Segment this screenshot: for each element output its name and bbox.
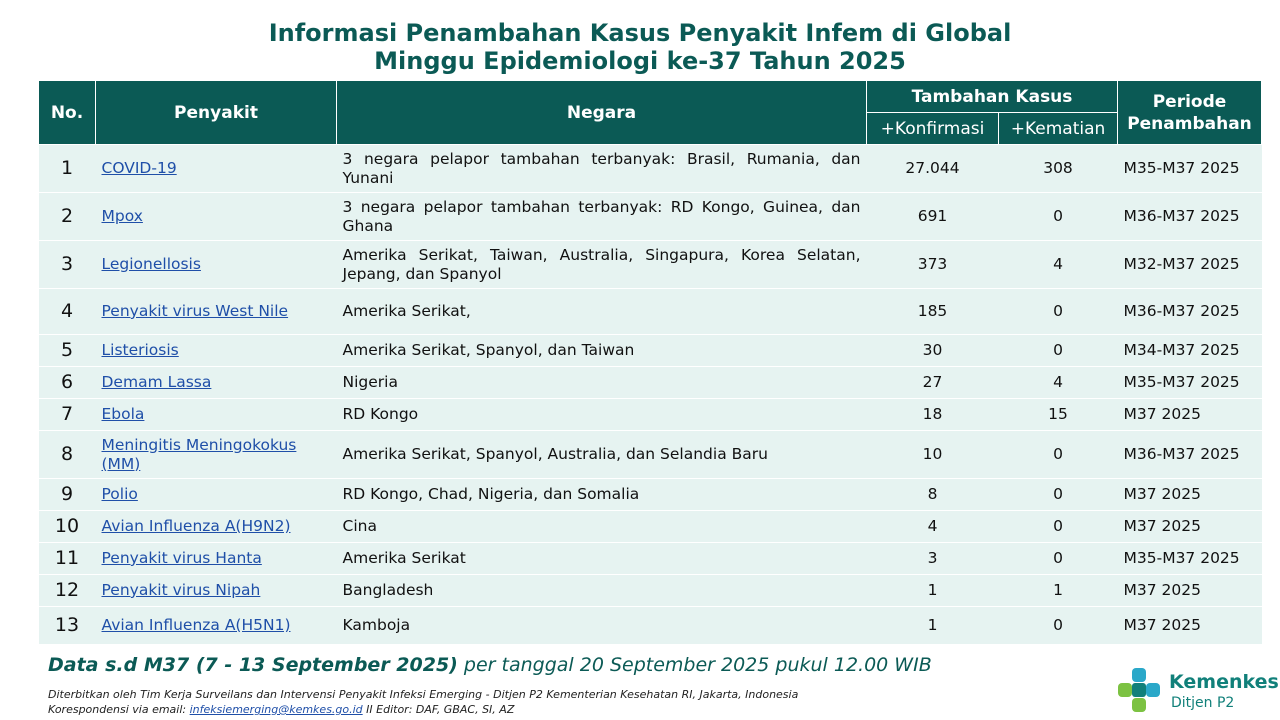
row-penyakit xyxy=(96,145,337,193)
row-negara: Amerika Serikat, Spanyol, dan Taiwan xyxy=(337,335,867,367)
row-kematian: 0 xyxy=(999,543,1118,575)
row-penyakit xyxy=(96,399,337,431)
row-konfirmasi: 8 xyxy=(867,479,999,511)
page-title-line2: Minggu Epidemiologi ke-37 Tahun 2025 xyxy=(374,47,906,75)
correspondence-prefix: Korespondensi via email: xyxy=(48,703,190,716)
row-no: 10 xyxy=(39,511,96,543)
row-periode: M37 2025 xyxy=(1118,399,1262,431)
row-no: 3 xyxy=(39,241,96,289)
row-no: 5 xyxy=(39,335,96,367)
table-row xyxy=(39,543,1262,575)
row-konfirmasi: 1 xyxy=(867,575,999,607)
row-konfirmasi: 3 xyxy=(867,543,999,575)
disease-link[interactable]: Penyakit virus West Nile xyxy=(101,302,289,320)
row-kematian: 308 xyxy=(999,145,1118,193)
row-negara: Amerika Serikat xyxy=(337,543,867,575)
row-periode: M37 2025 xyxy=(1118,607,1262,645)
row-kematian: 0 xyxy=(999,511,1118,543)
email-link[interactable]: infeksiemerging@kemkes.go.id xyxy=(189,703,363,716)
row-negara: RD Kongo, Chad, Nigeria, dan Somalia xyxy=(337,479,867,511)
logo-sub: Ditjen P2 xyxy=(1171,695,1235,711)
row-penyakit xyxy=(96,367,337,399)
row-periode: M37 2025 xyxy=(1118,511,1262,543)
row-kematian: 0 xyxy=(999,193,1118,241)
table-row xyxy=(39,335,1262,367)
row-negara: Kamboja xyxy=(337,607,867,645)
row-no: 9 xyxy=(39,479,96,511)
row-periode: M36-M37 2025 xyxy=(1118,193,1262,241)
header-periode: Periode Penambahan xyxy=(1118,81,1262,145)
row-penyakit xyxy=(96,607,337,645)
data-period-rest: per tanggal 20 September 2025 pukul 12.00 WIB xyxy=(457,654,932,676)
header-konfirmasi: +Konfirmasi xyxy=(867,113,999,145)
table-row xyxy=(39,241,1262,289)
row-kematian: 0 xyxy=(999,431,1118,479)
row-no: 11 xyxy=(39,543,96,575)
data-period-note xyxy=(48,654,932,676)
row-no: 12 xyxy=(39,575,96,607)
row-negara: Amerika Serikat, Spanyol, Australia, dan Selandia Baru xyxy=(337,431,867,479)
row-negara: RD Kongo xyxy=(337,399,867,431)
header-tambahan-kasus: Tambahan Kasus xyxy=(867,81,1118,113)
disease-link[interactable]: Penyakit virus Nipah xyxy=(101,581,261,599)
kemenkes-logo xyxy=(1115,665,1279,715)
row-no: 13 xyxy=(39,607,96,645)
row-no: 4 xyxy=(39,289,96,335)
disease-link[interactable]: Legionellosis xyxy=(101,255,201,273)
disease-link[interactable]: Avian Influenza A(H9N2) xyxy=(101,517,291,535)
disease-link[interactable]: Polio xyxy=(101,485,138,503)
cases-table xyxy=(38,80,1262,645)
table-row xyxy=(39,575,1262,607)
row-konfirmasi: 4 xyxy=(867,511,999,543)
row-periode: M36-M37 2025 xyxy=(1118,289,1262,335)
disease-link[interactable]: Demam Lassa xyxy=(101,373,212,391)
row-periode: M37 2025 xyxy=(1118,575,1262,607)
row-negara: Amerika Serikat, Taiwan, Australia, Singapura, Korea Selatan, Jepang, dan Spanyol xyxy=(337,241,867,289)
row-konfirmasi: 185 xyxy=(867,289,999,335)
row-negara: Cina xyxy=(337,511,867,543)
correspondence-note xyxy=(48,703,514,716)
row-penyakit xyxy=(96,575,337,607)
row-penyakit xyxy=(96,431,337,479)
row-konfirmasi: 30 xyxy=(867,335,999,367)
row-negara: Nigeria xyxy=(337,367,867,399)
row-kematian: 0 xyxy=(999,607,1118,645)
row-kematian: 1 xyxy=(999,575,1118,607)
disease-link[interactable]: COVID-19 xyxy=(101,159,177,177)
disease-link[interactable]: Listeriosis xyxy=(101,341,179,359)
row-periode: M35-M37 2025 xyxy=(1118,145,1262,193)
row-penyakit xyxy=(96,193,337,241)
row-konfirmasi: 373 xyxy=(867,241,999,289)
row-periode: M37 2025 xyxy=(1118,479,1262,511)
data-period-bold: Data s.d M37 (7 - 13 September 2025) xyxy=(48,654,458,676)
table-row xyxy=(39,431,1262,479)
row-negara: 3 negara pelapor tambahan terbanyak: Brasil, Rumania, dan Yunani xyxy=(337,145,867,193)
row-penyakit xyxy=(96,241,337,289)
disease-link[interactable]: Avian Influenza A(H5N1) xyxy=(101,616,291,634)
row-kematian: 0 xyxy=(999,335,1118,367)
row-penyakit xyxy=(96,479,337,511)
row-konfirmasi: 1 xyxy=(867,607,999,645)
table-row xyxy=(39,193,1262,241)
row-konfirmasi: 691 xyxy=(867,193,999,241)
disease-link[interactable]: Ebola xyxy=(101,405,145,423)
row-konfirmasi: 27.044 xyxy=(867,145,999,193)
disease-link[interactable]: Penyakit virus Hanta xyxy=(101,549,262,567)
row-kematian: 0 xyxy=(999,479,1118,511)
row-negara: Bangladesh xyxy=(337,575,867,607)
row-penyakit xyxy=(96,511,337,543)
table-row xyxy=(39,607,1262,645)
row-kematian: 4 xyxy=(999,241,1118,289)
table-row xyxy=(39,479,1262,511)
row-periode: M36-M37 2025 xyxy=(1118,431,1262,479)
kemenkes-logo-icon xyxy=(1115,665,1165,715)
page-title-line1: Informasi Penambahan Kasus Penyakit Infem di Global xyxy=(268,19,1012,47)
header-penyakit: Penyakit xyxy=(96,81,337,145)
disease-link[interactable]: Mpox xyxy=(101,207,143,225)
table-row xyxy=(39,399,1262,431)
row-periode: M35-M37 2025 xyxy=(1118,367,1262,399)
row-konfirmasi: 27 xyxy=(867,367,999,399)
row-kematian: 4 xyxy=(999,367,1118,399)
row-periode: M32-M37 2025 xyxy=(1118,241,1262,289)
header-negara: Negara xyxy=(337,81,867,145)
row-no: 7 xyxy=(39,399,96,431)
row-negara: 3 negara pelapor tambahan terbanyak: RD Kongo, Guinea, dan Ghana xyxy=(337,193,867,241)
table-row xyxy=(39,289,1262,335)
table-row xyxy=(39,367,1262,399)
row-konfirmasi: 18 xyxy=(867,399,999,431)
header-no: No. xyxy=(39,81,96,145)
logo-name: Kemenkes xyxy=(1169,671,1279,693)
row-penyakit xyxy=(96,289,337,335)
row-no: 8 xyxy=(39,431,96,479)
row-periode: M34-M37 2025 xyxy=(1118,335,1262,367)
row-no: 6 xyxy=(39,367,96,399)
row-penyakit xyxy=(96,335,337,367)
row-kematian: 15 xyxy=(999,399,1118,431)
row-no: 1 xyxy=(39,145,96,193)
row-penyakit xyxy=(96,543,337,575)
row-periode: M35-M37 2025 xyxy=(1118,543,1262,575)
disease-link[interactable]: Meningitis Meningokokus (MM) xyxy=(101,435,297,473)
row-kematian: 0 xyxy=(999,289,1118,335)
publisher-note: Diterbitkan oleh Tim Kerja Surveilans dan Intervensi Penyakit Infeksi Emerging - Ditjen P2 Kementerian Kesehatan RI, Jakarta, Indonesia xyxy=(48,688,799,701)
table-row xyxy=(39,511,1262,543)
row-negara: Amerika Serikat, xyxy=(337,289,867,335)
row-no: 2 xyxy=(39,193,96,241)
table-row xyxy=(39,145,1262,193)
editor-note: II Editor: DAF, GBAC, SI, AZ xyxy=(362,703,515,716)
row-konfirmasi: 10 xyxy=(867,431,999,479)
header-kematian: +Kematian xyxy=(999,113,1118,145)
